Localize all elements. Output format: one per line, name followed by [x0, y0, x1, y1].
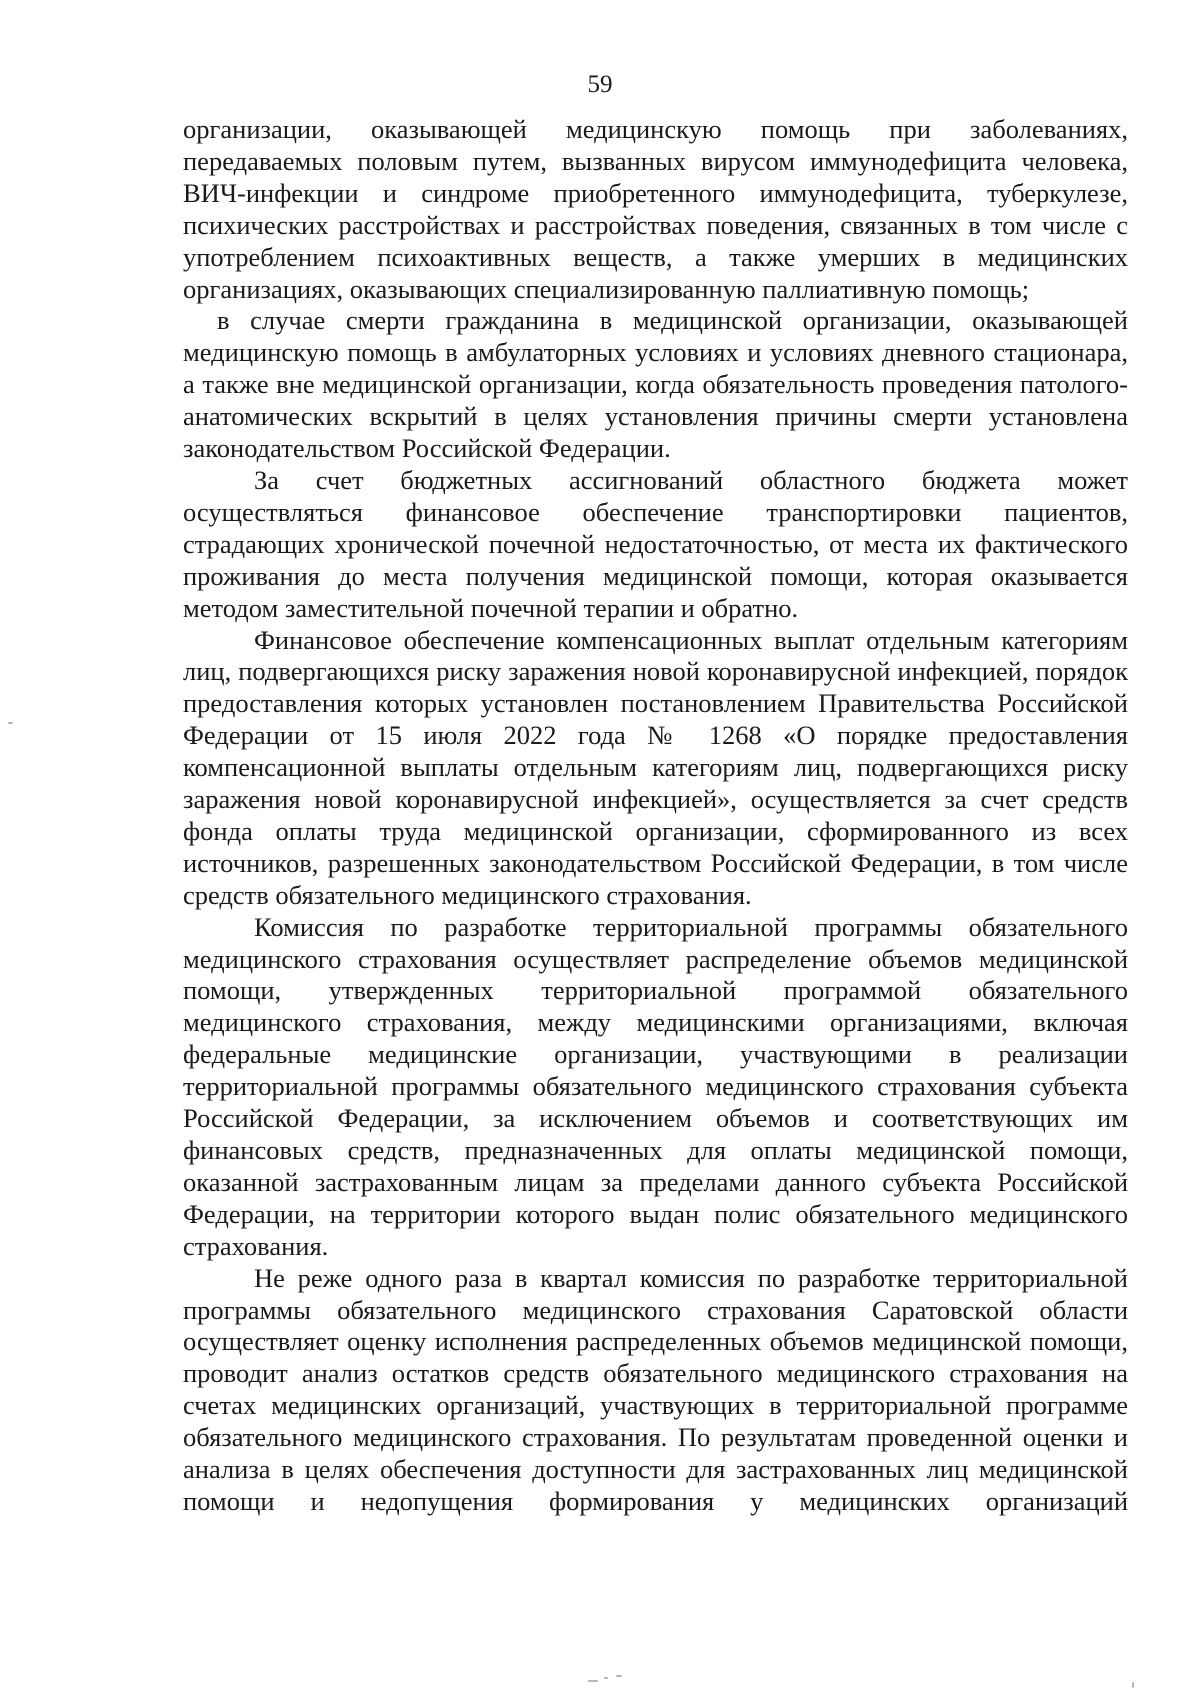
scan-speck [588, 1680, 598, 1682]
paragraph-1: организации, оказывающей медицинскую помощь при заболеваниях, передаваемых половым путем, вызванных вирусом иммунодефицита человека, ВИЧ-инфекции и синдроме приобретенного иммунодефицита, туберкулезе, психических расстройствах и расстройствах поведения, связанных в том числе с употреблением психоактивных веществ, а также умерших в медицинских организациях, оказывающих специализированную паллиативную помощь; [183, 114, 1128, 304]
paragraph-4: Финансовое обеспечение компенсационных выплат отдельным категориям лиц, подвергающихся риску заражения новой коронавирусной инфекцией, порядок предоставления которых установлен постановлением Правительства Российской Федерации от 15 июля 2022 года № 1268 «О порядке предоставления компенсационной выплаты отдельным категориям лиц, подвергающихся риску заражения новой коронавирусной инфекцией», осуществляется за счет средств фонда оплаты труда медицинской организации, сформированного из всех источников, разрешенных законодательством Российской Федерации, в том числе средств обязательного медицинского страхования. [183, 624, 1128, 910]
paragraph-3: За счет бюджетных ассигнований областного бюджета может осуществляться финансовое обеспечение транспортировки пациентов, страдающих хронической почечной недостаточностью, от места их фактического проживания до места получения медицинской помощи, которая оказывается методом заместительной почечной терапии и обратно. [183, 464, 1128, 623]
paragraph-6: Не реже одного раза в квартал комиссия по разработке территориальной программы обязательного медицинского страхования Саратовской области осуществляет оценку исполнения распределенных объемов медицинской помощи, проводит анализ остатков средств обязательного медицинского страхования на счетах медицинских организаций, участвующих в территориальной программе обязательного медицинского страхования. По результатам проведенной оценки и анализа в целях обеспечения доступности для застрахованных лиц медицинской помощи и недопущения формирования у медицинских организаций [183, 1262, 1128, 1516]
scan-speck [604, 1677, 608, 1679]
scan-speck [8, 722, 13, 724]
page-number: 59 [587, 71, 613, 98]
paragraph-5: Комиссия по разработке территориальной программы обязательного медицинского страхования осуществляет распределение объемов медицинской помощи, утвержденных территориальной программой обязательного медицинского страхования, между медицинскими организациями, включая федеральные медицинские организации, участвующими в реализации территориальной программы обязательного медицинского страхования субъекта Российской Федерации, за исключением объемов и соответствующих им финансовых средств, предназначенных для оплаты медицинской помощи, оказанной застрахованным лицам за пределами данного субъекта Российской Федерации, на территории которого выдан полис обязательного медицинского страхования. [183, 911, 1128, 1261]
paragraph-2: в случае смерти гражданина в медицинской организации, оказывающей медицинскую помощь в амбулаторных условиях и условиях дневного стационара, а также вне медицинской организации, когда обязательность проведения патолого-анатомических вскрытий в целях установления причины смерти установлена законодательством Российской Федерации. [183, 305, 1128, 464]
scan-speck [616, 1675, 622, 1677]
scan-speck [1132, 1682, 1134, 1688]
body-text [183, 114, 1128, 1518]
